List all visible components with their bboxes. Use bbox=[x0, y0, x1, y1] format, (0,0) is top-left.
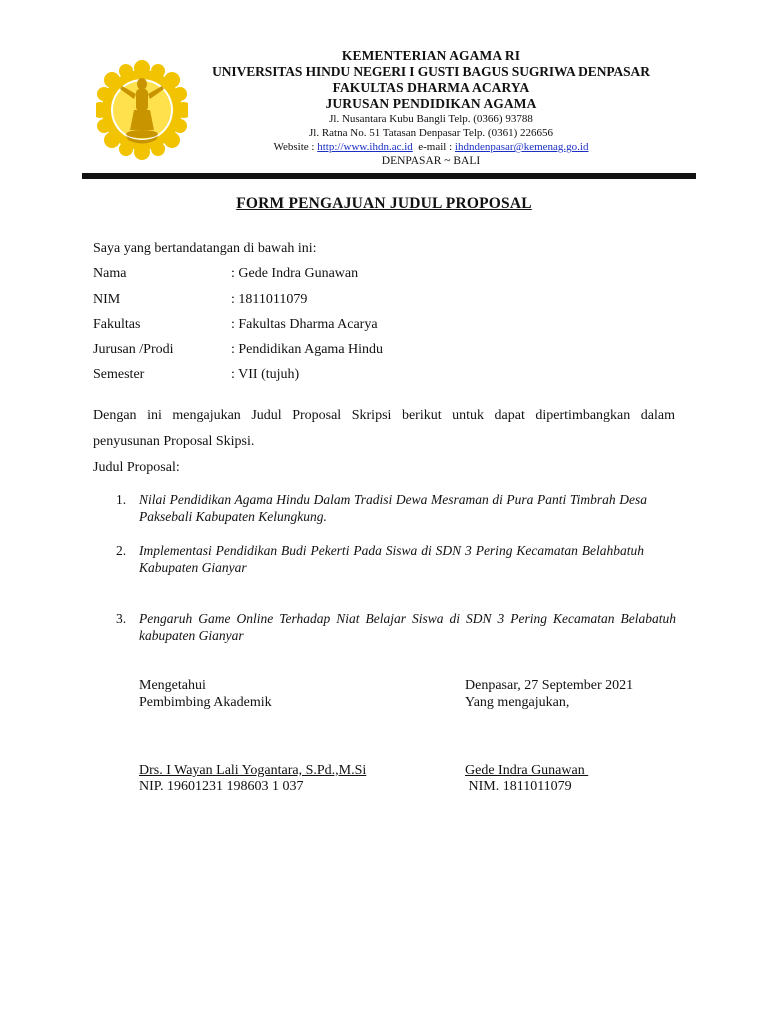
proposal-label: Judul Proposal: bbox=[93, 460, 180, 475]
proposal-number: 1. bbox=[116, 492, 127, 507]
signature-right-name: Gede Indra Gunawan bbox=[465, 763, 589, 778]
field-value: : Pendidikan Agama Hindu bbox=[231, 342, 384, 357]
ministry-name: KEMENTERIAN AGAMA RI bbox=[341, 48, 521, 63]
field-row-fakultas bbox=[93, 316, 378, 334]
signature-right-line1: Denpasar, 27 September 2021 bbox=[465, 678, 634, 693]
city-line: DENPASAR ~ BALI bbox=[381, 155, 481, 167]
signature-right-id: NIM. 1811011079 bbox=[465, 779, 572, 794]
letterhead-divider bbox=[82, 173, 696, 179]
website-link[interactable]: http://www.ihdn.ac.id bbox=[317, 141, 413, 153]
proposal-item bbox=[116, 491, 676, 525]
signature-left-line1: Mengetahui bbox=[139, 678, 206, 693]
university-logo bbox=[96, 52, 188, 162]
field-label: Nama bbox=[93, 266, 127, 281]
email-label: e-mail : bbox=[412, 141, 455, 153]
field-label: NIM bbox=[93, 292, 121, 307]
signature-right-line2: Yang mengajukan, bbox=[465, 695, 570, 710]
field-value: : Gede Indra Gunawan bbox=[231, 266, 359, 281]
field-label: Jurusan /Prodi bbox=[93, 342, 174, 357]
intro-text: Saya yang bertandatangan di bawah ini: bbox=[93, 241, 317, 256]
field-row-nim bbox=[93, 291, 307, 309]
proposal-item bbox=[116, 610, 676, 644]
form-title: FORM PENGAJUAN JUDUL PROPOSAL bbox=[236, 195, 532, 212]
proposal-text: Nilai Pendidikan Agama Hindu Dalam Tradisi Dewa Mesraman di Pura Panti Timbrah Desa Paksebali Kabupaten Kelungkung. bbox=[139, 492, 647, 524]
faculty-name: FAKULTAS DHARMA ACARYA bbox=[332, 80, 530, 95]
signature-left-name: Drs. I Wayan Lali Yogantara, S.Pd.,M.Si bbox=[139, 763, 367, 778]
signature-left-line2: Pembimbing Akademik bbox=[139, 695, 272, 710]
website-label: Website : bbox=[273, 141, 318, 153]
proposal-text: Pengaruh Game Online Terhadap Niat Belajar Siswa di SDN 3 Pering Kecamatan Belabatuh kabupaten Gianyar bbox=[139, 611, 676, 643]
field-label: Fakultas bbox=[93, 317, 141, 332]
email-link[interactable]: ihdndenpasar@kemenag.go.id bbox=[454, 141, 589, 153]
address-line-2: Jl. Ratna No. 51 Tatasan Denpasar Telp. (0361) 226656 bbox=[309, 127, 553, 139]
university-name: UNIVERSITAS HINDU NEGERI I GUSTI BAGUS SUGRIWA DENPASAR bbox=[212, 64, 650, 79]
proposal-number: 2. bbox=[116, 543, 127, 558]
address-line-1: Jl. Nusantara Kubu Bangli Telp. (0366) 93788 bbox=[329, 113, 533, 125]
request-paragraph: Dengan ini mengajukan Judul Proposal Skripsi berikut untuk dapat dipertimbangkan dalam penyusunan Proposal Skipsi. bbox=[93, 408, 675, 449]
signature-left-id: NIP. 19601231 198603 1 037 bbox=[139, 779, 304, 794]
field-value: : Fakultas Dharma Acarya bbox=[231, 317, 378, 332]
field-label: Semester bbox=[93, 367, 145, 382]
field-row-nama bbox=[93, 265, 358, 283]
field-row-semester bbox=[93, 366, 299, 384]
proposal-item bbox=[116, 542, 676, 576]
department-name: JURUSAN PENDIDIKAN AGAMA bbox=[325, 96, 537, 111]
field-value: : 1811011079 bbox=[231, 292, 308, 307]
field-row-jurusan bbox=[93, 341, 383, 359]
proposal-number: 3. bbox=[116, 611, 127, 626]
letterhead bbox=[196, 48, 666, 168]
proposal-text: Implementasi Pendidikan Budi Pekerti Pada Siswa di SDN 3 Pering Kecamatan Belahbatuh Kabupaten Gianyar bbox=[139, 543, 644, 575]
contact-line bbox=[196, 140, 666, 154]
field-value: : VII (tujuh) bbox=[231, 367, 300, 382]
